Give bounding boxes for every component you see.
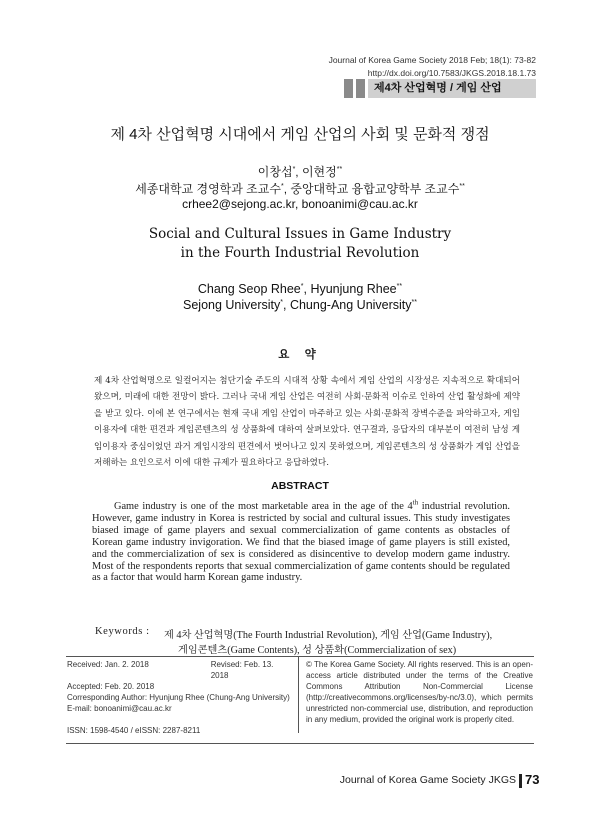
abstract-heading-korean: 요 약 [278,349,322,361]
license-notice: © The Korea Game Society. All rights reserved. This is an open-access article distributed under the terms of the Creative Commons Attribution Non-Commercial License (http://creativecommons.org/licenses/by-nc/3.0), which permits unrestricted non-commercial use, distribution, and reproduction in any medium, provided the original work is properly cited. [306,660,533,725]
doi-link[interactable]: http://dx.doi.org/10.7583/JKGS.2018.18.1.73 [367,68,536,78]
affiliation-marker: * [280,298,283,306]
page-number: 73 [525,772,540,787]
category-banner [344,79,536,98]
author-marker: ** [396,282,403,290]
separator: , [295,165,302,179]
accepted-date: Accepted: Feb. 20. 2018 [67,682,155,692]
paper-title-english [0,225,600,263]
keywords-label: Keywords : [95,626,150,637]
affiliation: 세종대학교 경영학과 조교수 [135,182,281,196]
author-name: 이창섭 [257,165,293,179]
keywords-line: 게임콘텐츠(Game Contents), 성 상품화(Commercialization of sex) [178,645,457,656]
category-stripe [344,79,353,98]
page-footer-separator [519,774,522,788]
footnote-divider [298,657,299,733]
affiliation-marker: * [280,183,284,190]
author-marker: * [292,166,296,173]
abstract-text: Game industry is one of the most marketable area in the age of the 4 [113,501,413,512]
page-footer-journal: Journal of Korea Game Society JKGS [339,774,516,786]
author-name: 이현정 [301,165,337,179]
abstract-text: industrial revolution. However, game industry in Korea is restricted by social and cultural issues. This study investigates biased image of game players and sexual commercialization of game contents as obstacles of Korean game industry invigoration. We find that the biased image of game players is still existed, and the commercialization of sex is considered as disincentive to develop modern game industry. Most of the respondents reports that sexual commercialization of game contents should be regulated as a factor that would harm Korean game industry. [92,501,510,584]
article-history [67,659,291,737]
author-marker: * [300,282,304,290]
category-label: 제4차 산업혁명 / 게임 산업 [368,79,536,98]
author-emails[interactable]: crhee2@sejong.ac.kr, bonoanimi@cau.ac.kr [182,197,418,211]
separator: , [283,182,291,196]
category-stripe [356,79,365,98]
abstract-heading-english: ABSTRACT [271,480,329,492]
paper-title-korean: 제 4차 산업혁명 시대에서 게임 산업의 사회 및 문화적 쟁점 [110,126,490,143]
abstract-korean: 제 4차 산업혁명으로 일컬어지는 첨단기술 주도의 시대적 상황 속에서 게임 산업의 시장성은 지속적으로 확대되어 왔으며, 미래에 대한 전망이 밝다. 그러나 국내 게임 산업은 여전히 사회·문화적 이슈로 인하여 산업 활성화에 제약을 받고 있다. 이에 본 연구에서는 현재 국내 게임 산업이 마주하고 있는 사회·문화적 장벽수준을 파악하고자, 게임이용자에 대한 편견과 게임콘텐츠의 성 상품화에 대하여 살펴보았다. 연구결과, 응답자의 대부분이 여전히 남성 게임이용자 중심이었던 과거 게임시장의 편견에서 벗어나고 있지 못하였으며, 게임콘텐츠의 성 상품화가 게임 산업을 저해하는 요인으로서 이에 대한 규제가 필요하다고 응답하였다. [94,376,520,469]
affiliation-marker: ** [411,298,417,306]
issn: ISSN: 1598-4540 / eISSN: 2287-8211 [67,726,201,736]
affiliation-marker: ** [459,183,465,190]
revised-date: Revised: Feb. 13. 2018 [210,660,274,681]
separator: , [303,282,311,296]
ordinal-suffix: th [412,498,419,507]
corresponding-author: Corresponding Author: Hyunjung Rhee (Chung-Ang University) [67,693,290,703]
keywords-line: 제 4차 산업혁명(The Fourth Industrial Revolution), 게임 산업(Game Industry), [164,630,493,641]
footnote-rule-bottom [66,743,534,744]
received-date: Received: Jan. 2. 2018 [67,660,149,669]
affiliation: Sejong University [183,298,281,312]
affiliation: Chung-Ang University [289,298,412,312]
corresponding-email[interactable]: E-mail: bonoanimi@cau.ac.kr [67,704,172,714]
authors-english [0,282,600,296]
journal-citation: Journal of Korea Game Society 2018 Feb; 18(1): 73-82 [328,55,536,65]
abstract-english [92,498,510,584]
footnote-rule-top [66,656,534,657]
separator: , [283,298,290,312]
affiliation: 중앙대학교 융합교양학부 조교수 [290,182,460,196]
authors-korean [0,163,600,180]
title-line: in the Fourth Industrial Revolution [180,245,420,261]
title-line: Social and Cultural Issues in Game Industry [148,226,452,242]
affiliations-korean [0,180,600,197]
author-name: Chang Seop Rhee [197,282,301,296]
author-name: Hyunjung Rhee [310,282,397,296]
affiliations-english [0,298,600,312]
author-marker: ** [336,166,343,173]
